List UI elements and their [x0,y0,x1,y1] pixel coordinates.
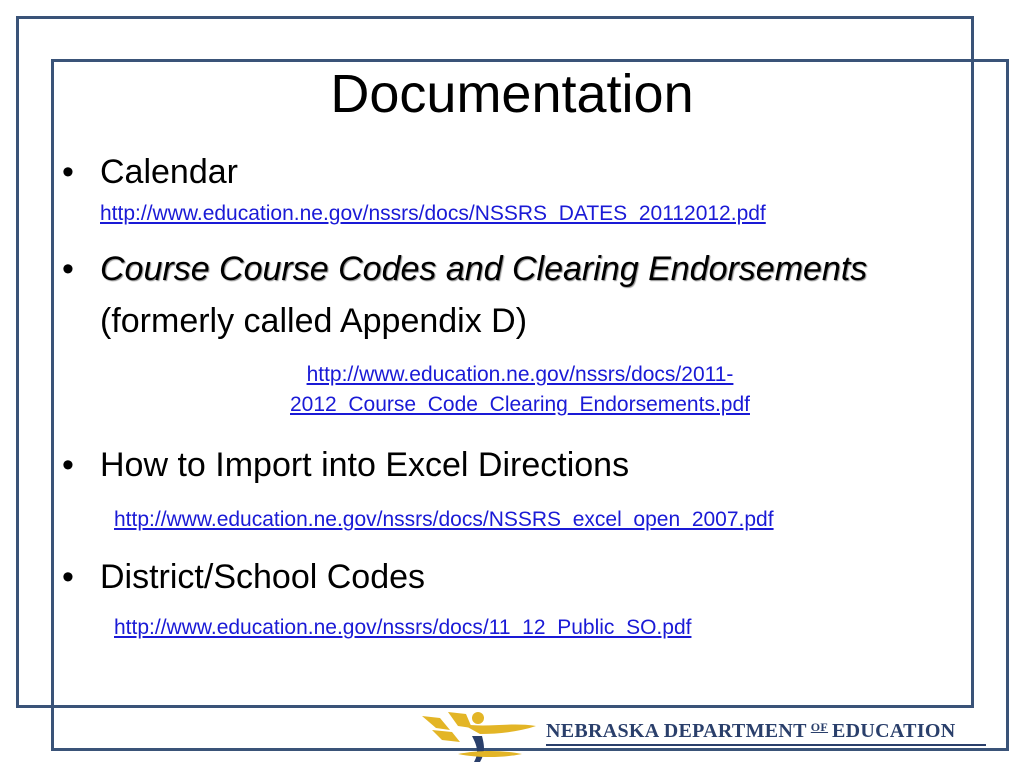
bullet-calendar-text: Calendar [100,153,238,191]
logo-word-education: EDUCATION [832,720,956,742]
bullet-course-codes-text [100,243,942,347]
district-codes-link[interactable]: http://www.education.ne.gov/nssrs/docs/11_12_Public_SO.pdf [114,616,692,639]
bullet-course-codes [62,243,942,347]
bullet-calendar [62,146,942,198]
sunburst-figure-icon [418,706,548,764]
bullet-marker: • [62,153,74,191]
bullet-district-codes-text: District/School Codes [100,558,426,596]
course-codes-note: (formerly called Appendix D) [100,302,528,340]
course-codes-emphasis: Course Course Codes and Clearing Endorsements [100,250,868,288]
bullet-excel-import [62,439,942,491]
logo-word-nebraska: NEBRASKA DEPARTMENT [546,720,807,742]
course-codes-link-line2[interactable]: 2012_Course_Code_Clearing_Endorsements.pdf [290,393,750,416]
slide-title: Documentation [330,64,694,124]
course-codes-link-block [190,360,850,420]
course-codes-link-line1[interactable]: http://www.education.ne.gov/nssrs/docs/2011- [306,363,734,386]
bullet-excel-import-text: How to Import into Excel Directions [100,446,630,484]
bullet-marker: • [62,446,74,484]
bullet-marker: • [62,558,74,596]
bullet-district-codes [62,551,942,603]
logo-wordmark [546,720,956,743]
nde-logo [418,706,1018,764]
excel-import-link[interactable]: http://www.education.ne.gov/nssrs/docs/NSSRS_excel_open_2007.pdf [114,508,774,531]
bullet-marker: • [62,250,74,288]
logo-word-of: OF [810,720,829,734]
calendar-link[interactable]: http://www.education.ne.gov/nssrs/docs/NSSRS_DATES_20112012.pdf [100,202,766,225]
logo-underline [546,744,986,746]
